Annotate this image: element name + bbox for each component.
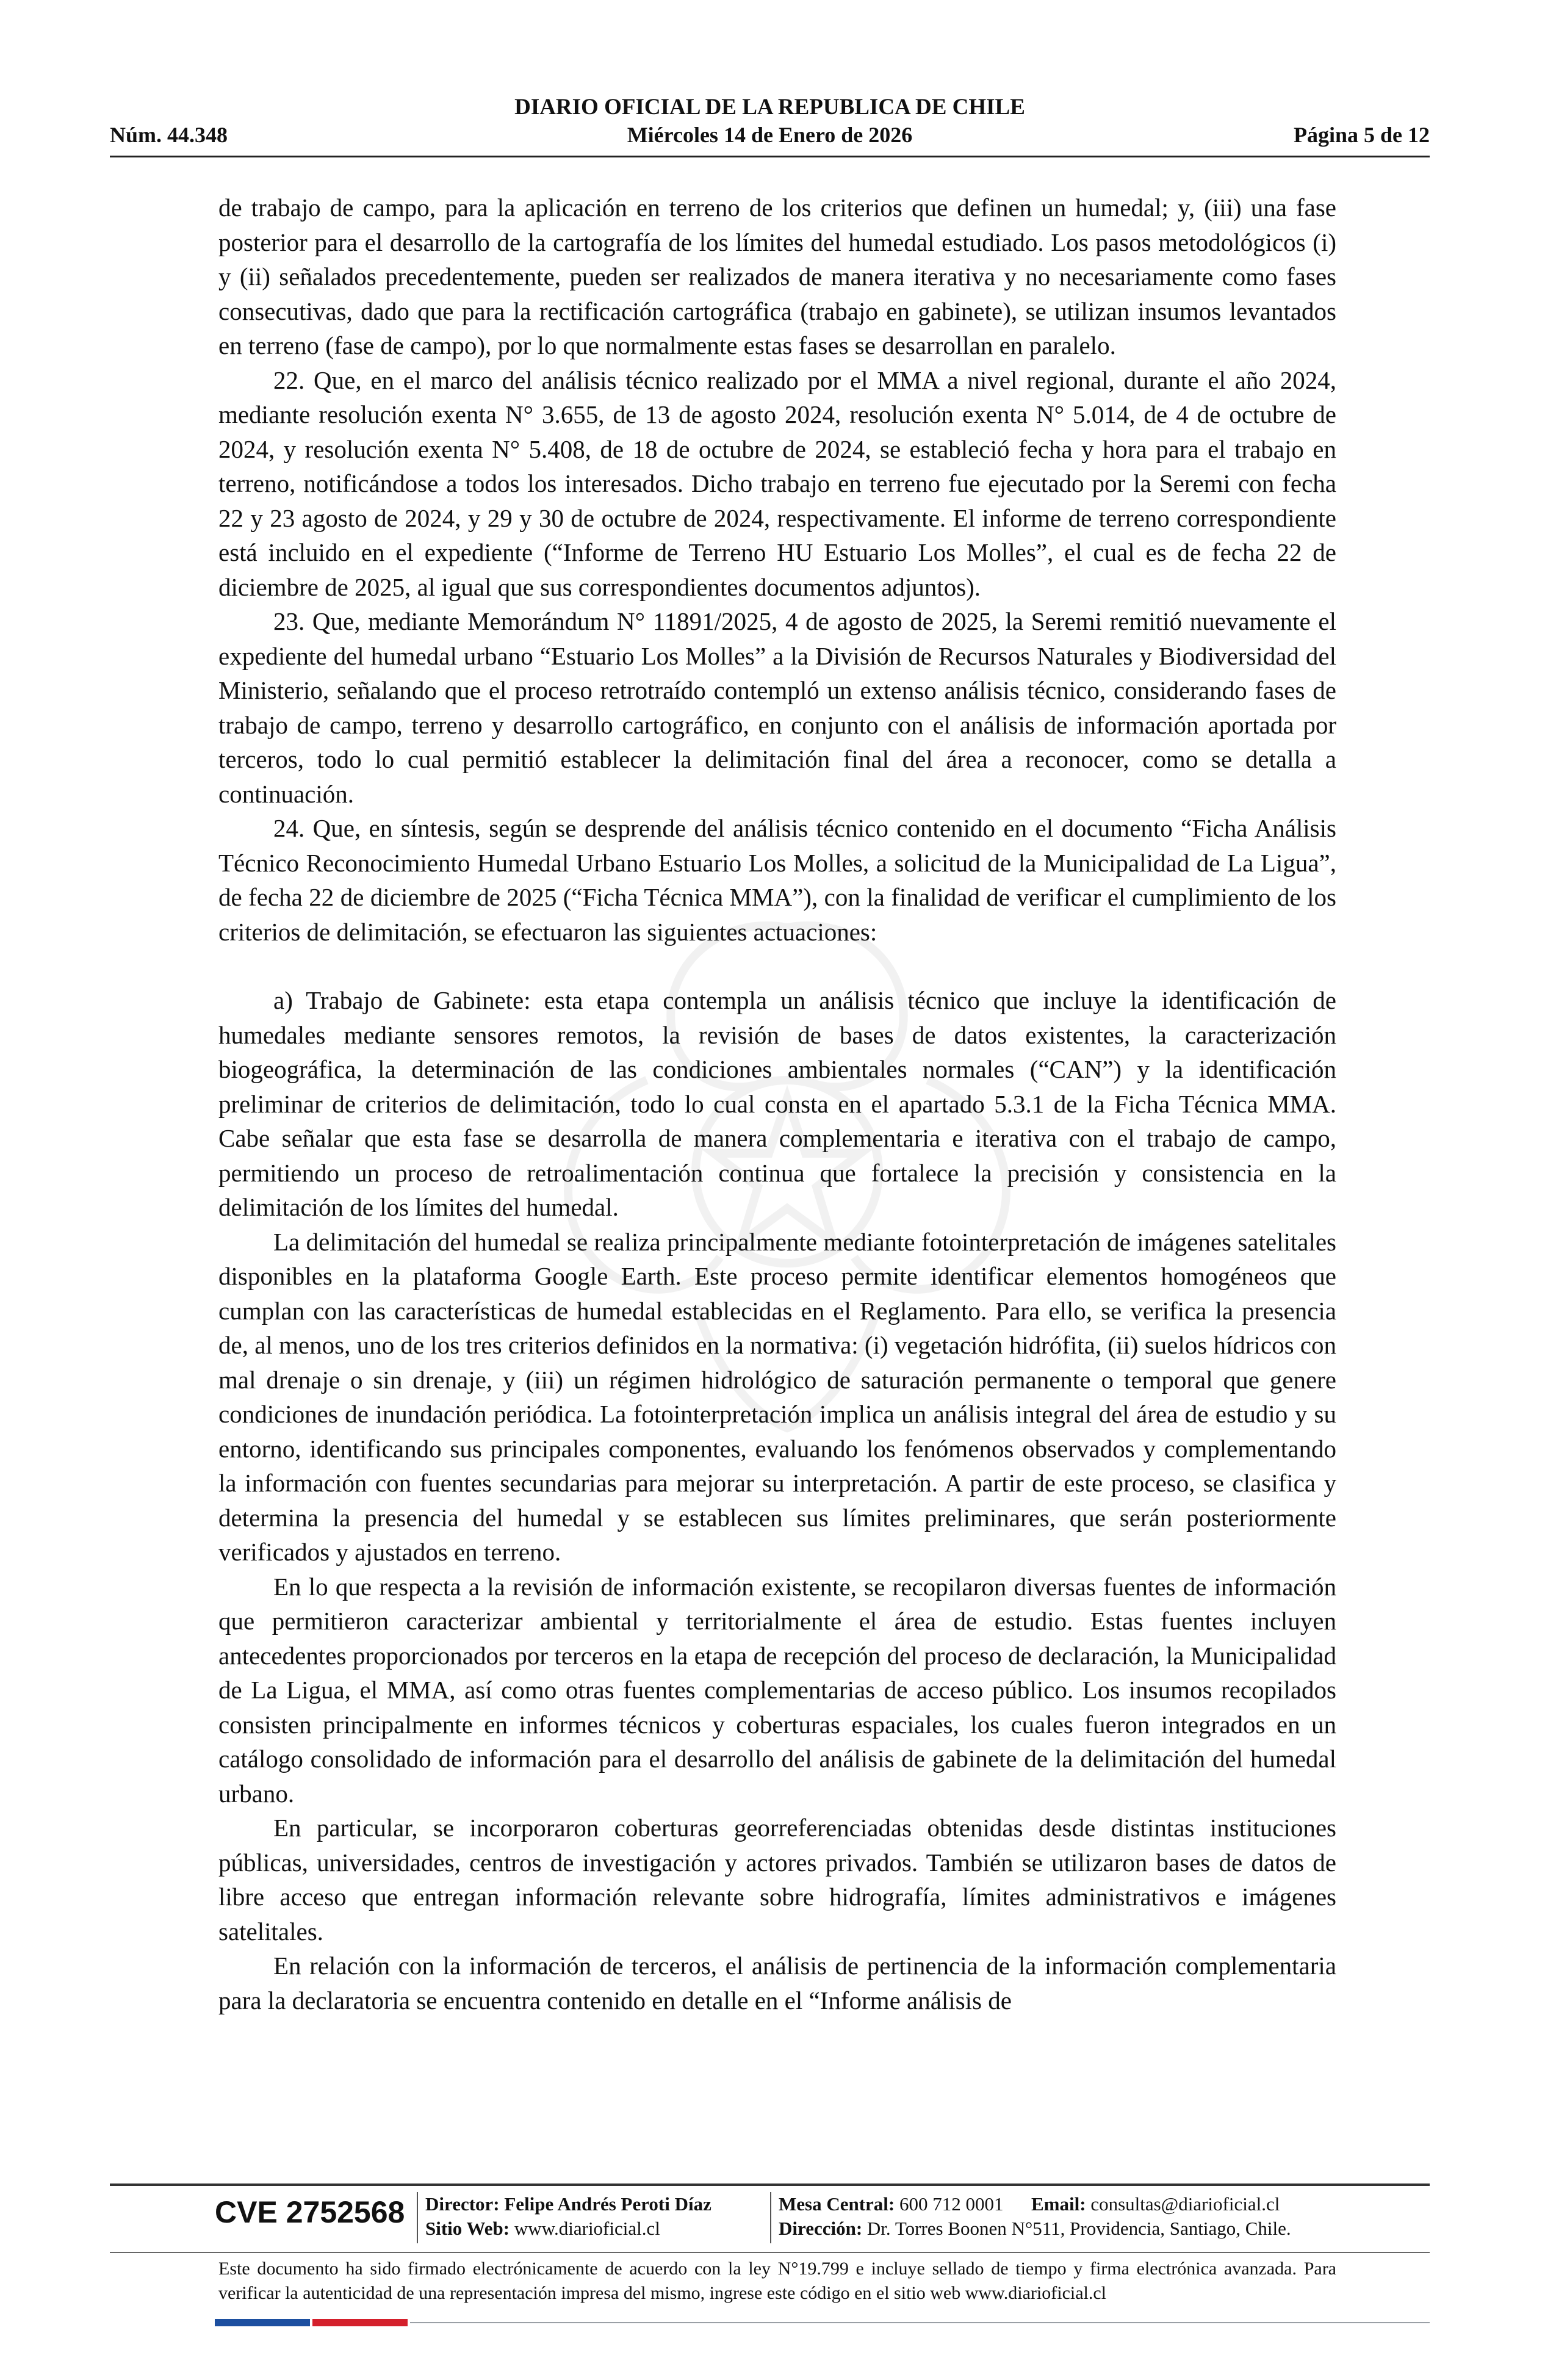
flag-rule <box>410 2322 1430 2323</box>
body-paragraph: 22. Que, en el marco del análisis técnico realizado por el MMA a nivel regional, durante el año 2024, mediante resolución exenta N° 3.655, de 13 de agosto 2024, resolución exenta N° 5.014, de 4 de octubre de 2024, y resolución exenta N° 5.408, de 18 de octubre de 2024, se estableció fecha y hora para el trabajo en terreno, notificándose a todos los interesados. Dicho trabajo en terreno fue ejecutado por la Seremi con fecha 22 y 23 agosto de 2024, y 29 y 30 de octubre de 2024, respectivamente. El informe de terreno correspondiente está incluido en el expediente (“Informe de Terreno HU Estuario Los Molles”, el cual es de fecha 22 de diciembre de 2025, al igual que sus correspondientes documentos adjuntos). <box>218 366 1336 601</box>
body-paragraph: a) Trabajo de Gabinete: esta etapa contempla un análisis técnico que incluye la identificación de humedales mediante sensores remotos, la revisión de bases de datos existentes, la caracterización biogeográfica, la determinación de las condiciones ambientales normales (“CAN”) y la identificación preliminar de criterios de delimitación, todo lo cual consta en el apartado 5.3.1 de la Ficha Técnica MMA. Cabe señalar que esta fase se desarrolla de manera complementaria e iterativa con el trabajo de campo, permitiendo un proceso de retroalimentación continua que fortalece la precisión y consistencia en la delimitación de los límites del humedal. <box>218 986 1336 1221</box>
director-label: Director: <box>425 2193 500 2215</box>
document-body <box>218 190 1336 2018</box>
footer-separator <box>770 2192 771 2243</box>
address-label: Dirección: <box>779 2218 863 2239</box>
address-value: Dr. Torres Boonen N°511, Providencia, Santiago, Chile. <box>866 2218 1291 2239</box>
body-paragraph: 24. Que, en síntesis, según se desprende del análisis técnico contenido en el documento “Ficha Análisis Técnico Reconocimiento Humedal Urbano Estuario Los Molles, a solicitud de la Municipalidad de La Ligua”, de fecha 22 de diciembre de 2025 (“Ficha Técnica MMA”), con la finalidad de verificar el cumplimiento de los criterios de delimitación, se efectuaron las siguientes actuaciones: <box>218 814 1336 946</box>
body-paragraph: de trabajo de campo, para la aplicación en terreno de los criterios que definen un humedal; y, (iii) una fase posterior para el desarrollo de la cartografía de los límites del humedal estudiado. Los pasos metodológicos (i) y (ii) señalados precedentemente, pueden ser realizados de manera iterativa y no necesariamente como fases consecutivas, dado que para la rectificación cartográfica (trabajo en gabinete), se utilizan insumos levantados en terreno (fase de campo), por lo que normalmente estas fases se desarrollan en paralelo. <box>218 193 1336 359</box>
newspaper-title: DIARIO OFICIAL DE LA REPUBLICA DE CHILE <box>514 95 1025 120</box>
email-label: Email: <box>1031 2193 1086 2215</box>
footer-separator <box>417 2192 418 2243</box>
website-link[interactable]: www.diarioficial.cl <box>514 2218 660 2239</box>
body-paragraph: En relación con la información de terceros, el análisis de pertinencia de la información complementaria para la declaratoria se encuentra contenido en detalle en el “Informe análisis de <box>218 1952 1336 2014</box>
flag-stripe <box>215 2319 408 2326</box>
page-header <box>110 92 1430 154</box>
issue-date: Miércoles 14 de Enero de 2026 <box>627 123 913 147</box>
flag-blue-segment <box>215 2319 310 2326</box>
footer-contact-block <box>779 2192 1291 2241</box>
body-paragraph: La delimitación del humedal se realiza principalmente mediante fotointerpretación de imágenes satelitales disponibles en la plataforma Google Earth. Este proceso permite identificar elementos homogéneos que cumplan con las características de humedal establecidas en el Reglamento. Para ello, se verifica la presencia de, al menos, uno de los tres criterios definidos en la normativa: (i) vegetación hidrófita, (ii) suelos hídricos con mal drenaje o sin drenaje, y (iii) un régimen hidrológico de saturación permanente o temporal que genere condiciones de inundación periódica. La fotointerpretación implica un análisis integral del área de estudio y su entorno, identificando sus principales componentes, evaluando los fenómenos observados y complementando la información con fuentes secundarias para mejorar su interpretación. A partir de este proceso, se clasifica y determina la presencia del humedal y se establecen sus límites preliminares, que serán posteriormente verificados y ajustados en terreno. <box>218 1227 1336 1566</box>
body-paragraph: En lo que respecta a la revisión de información existente, se recopilaron diversas fuentes de información que permitieron caracterizar ambiental y territorialmente el área de estudio. Estas fuentes incluyen antecedentes proporcionados por terceros en la etapa de recepción del proceso de declaración, la Municipalidad de La Ligua, el MMA, así como otras fuentes complementarias de acceso público. Los insumos recopilados consisten principalmente en informes técnicos y coberturas espaciales, los cuales fueron integrados en un catálogo consolidado de información para el desarrollo del análisis de gabinete de la delimitación del humedal urbano. <box>218 1572 1336 1808</box>
footer-divider-top <box>110 2183 1430 2186</box>
body-paragraph: 23. Que, mediante Memorándum N° 11891/2025, 4 de agosto de 2025, la Seremi remitió nuevamente el expediente del humedal urbano “Estuario Los Molles” a la División de Recursos Naturales y Biodiversidad del Ministerio, señalando que el proceso retrotraído contempló un extenso análisis técnico, considerando fases de trabajo de campo, terreno y desarrollo cartográfico, en conjunto con el análisis de información aportada por terceros, todo lo cual permitió establecer la delimitación final del área a reconocer, como se detalla a continuación. <box>218 607 1336 808</box>
page-indicator: Página 5 de 12 <box>1293 123 1430 147</box>
cve-code: CVE 2752568 <box>215 2195 405 2229</box>
issue-number: Núm. 44.348 <box>110 123 228 147</box>
website-label: Sitio Web: <box>425 2218 510 2239</box>
mesa-central-phone: 600 712 0001 <box>899 2193 1004 2215</box>
header-divider <box>110 156 1430 157</box>
flag-red-segment <box>312 2319 408 2326</box>
email-link[interactable]: consultas@diarioficial.cl <box>1090 2193 1280 2215</box>
footer-director-block <box>425 2192 711 2241</box>
body-paragraph: En particular, se incorporaron coberturas georreferenciadas obtenidas desde distintas instituciones públicas, universidades, centros de investigación y actores privados. También se utilizaron bases de datos de libre acceso que entregan información relevante sobre hidrografía, límites administrativos e imágenes satelitales. <box>218 1814 1336 1945</box>
footer-divider-bottom <box>110 2252 1430 2253</box>
mesa-central-label: Mesa Central: <box>779 2193 895 2215</box>
legal-notice: Este documento ha sido firmado electrónicamente de acuerdo con la ley N°19.799 e incluye sellado de tiempo y firma electrónica avanzada. Para verificar la autenticidad de una representación impresa del mismo, ingrese este código en el sitio web www.diarioficial.cl <box>218 2259 1336 2303</box>
director-name: Felipe Andrés Peroti Díaz <box>504 2193 711 2215</box>
